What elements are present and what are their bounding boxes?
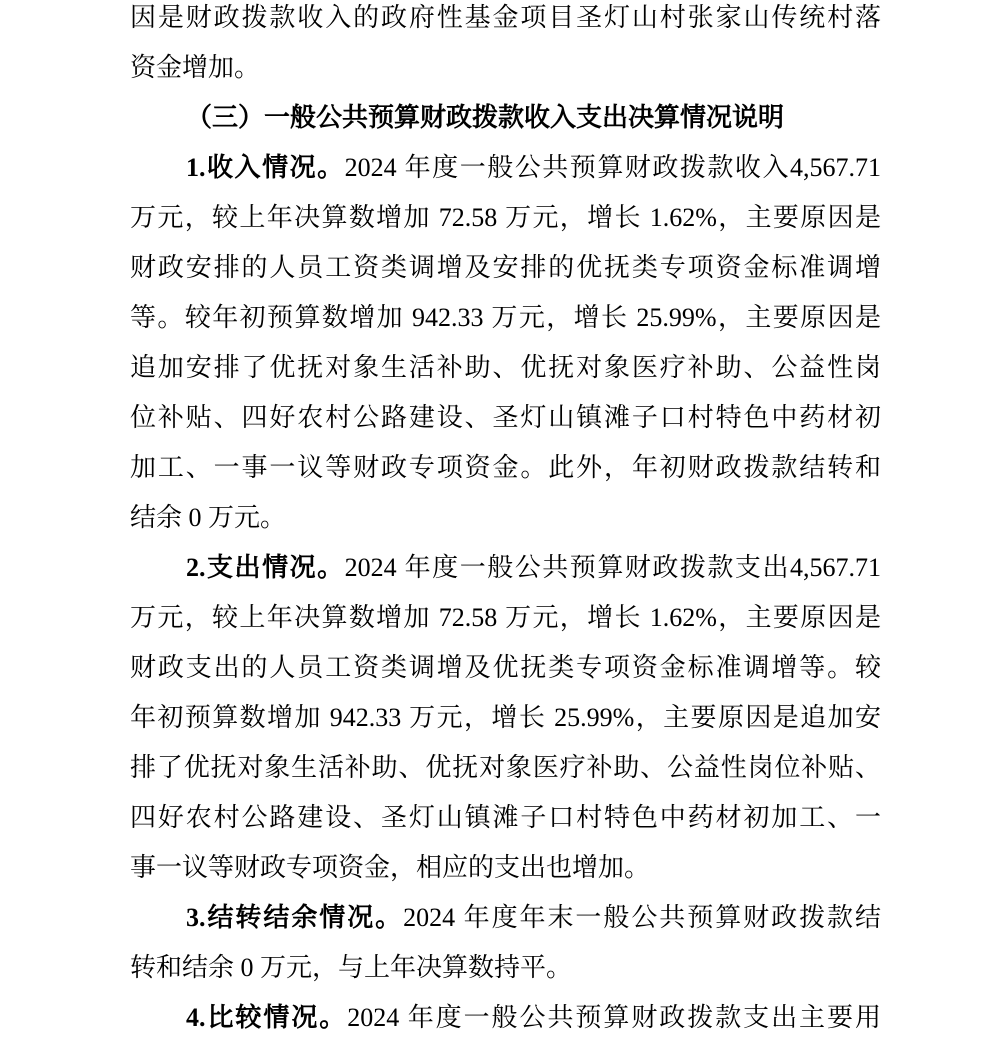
run-regular: 等。较年初预算数增加 942.33 万元，增长 25.99%，主要原因是 (130, 303, 881, 332)
run-regular: 结余 0 万元。 (130, 503, 287, 532)
text-line-16 (130, 743, 881, 793)
text-line-12 (130, 543, 881, 593)
run-regular: 资金增加。 (130, 53, 261, 82)
text-line-14 (130, 643, 881, 693)
text-line-4 (130, 143, 881, 193)
run-regular: 2024 年度一般公共预算财政拨款收入4,567.71 (344, 153, 881, 182)
run-bold: 1.收入情况。 (186, 153, 345, 182)
text-line-13 (130, 593, 881, 643)
text-line-18 (130, 843, 881, 893)
run-bold: 4.比较情况。 (186, 1003, 348, 1032)
run-regular: 万元，较上年决算数增加 72.58 万元，增长 1.62%，主要原因是 (130, 203, 881, 232)
text-line-9 (130, 393, 881, 443)
run-regular: 排了优抚对象生活补助、优抚对象医疗补助、公益性岗位补贴、 (130, 753, 881, 782)
section-heading (130, 93, 881, 143)
run-regular: 追加安排了优抚对象生活补助、优抚对象医疗补助、公益性岗 (130, 353, 881, 382)
run-regular: 四好农村公路建设、圣灯山镇滩子口村特色中药材初加工、一 (130, 803, 881, 832)
run-regular: 2024 年度一般公共预算财政拨款支出主要用 (347, 1003, 881, 1032)
run-regular: 因是财政拨款收入的政府性基金项目圣灯山村张家山传统村落 (130, 3, 881, 32)
text-line-21 (130, 993, 881, 1043)
text-line-17 (130, 793, 881, 843)
text-line-19 (130, 893, 881, 943)
run-regular: 万元，较上年决算数增加 72.58 万元，增长 1.62%，主要原因是 (130, 603, 881, 632)
text-block (130, 0, 881, 1043)
text-line-11 (130, 493, 881, 543)
text-line-7 (130, 293, 881, 343)
run-regular: 2024 年度年末一般公共预算财政拨款结 (403, 903, 881, 932)
run-regular: 2024 年度一般公共预算财政拨款支出4,567.71 (344, 553, 881, 582)
run-regular: 转和结余 0 万元，与上年决算数持平。 (130, 953, 573, 982)
run-regular: 位补贴、四好农村公路建设、圣灯山镇滩子口村特色中药材初 (130, 403, 881, 432)
run-regular: 加工、一事一议等财政专项资金。此外，年初财政拨款结转和 (130, 453, 881, 482)
text-line-1 (130, 0, 881, 43)
run-regular: 财政安排的人员工资类调增及安排的优抚类专项资金标准调增 (130, 253, 881, 282)
text-line-15 (130, 693, 881, 743)
text-line-20 (130, 943, 881, 993)
run-regular: 年初预算数增加 942.33 万元，增长 25.99%，主要原因是追加安 (130, 703, 881, 732)
run-regular: 事一议等财政专项资金，相应的支出也增加。 (130, 853, 651, 882)
text-line-10 (130, 443, 881, 493)
run-regular: 财政支出的人员工资类调增及优抚类专项资金标准调增等。较 (130, 653, 881, 682)
text-line-2 (130, 43, 881, 93)
text-line-6 (130, 243, 881, 293)
text-line-5 (130, 193, 881, 243)
run-bold: 3.结转结余情况。 (186, 903, 404, 932)
text-line-8 (130, 343, 881, 393)
run-bold: 2.支出情况。 (186, 553, 345, 582)
run-regular: （三）一般公共预算财政拨款收入支出决算情况说明 (186, 103, 785, 132)
